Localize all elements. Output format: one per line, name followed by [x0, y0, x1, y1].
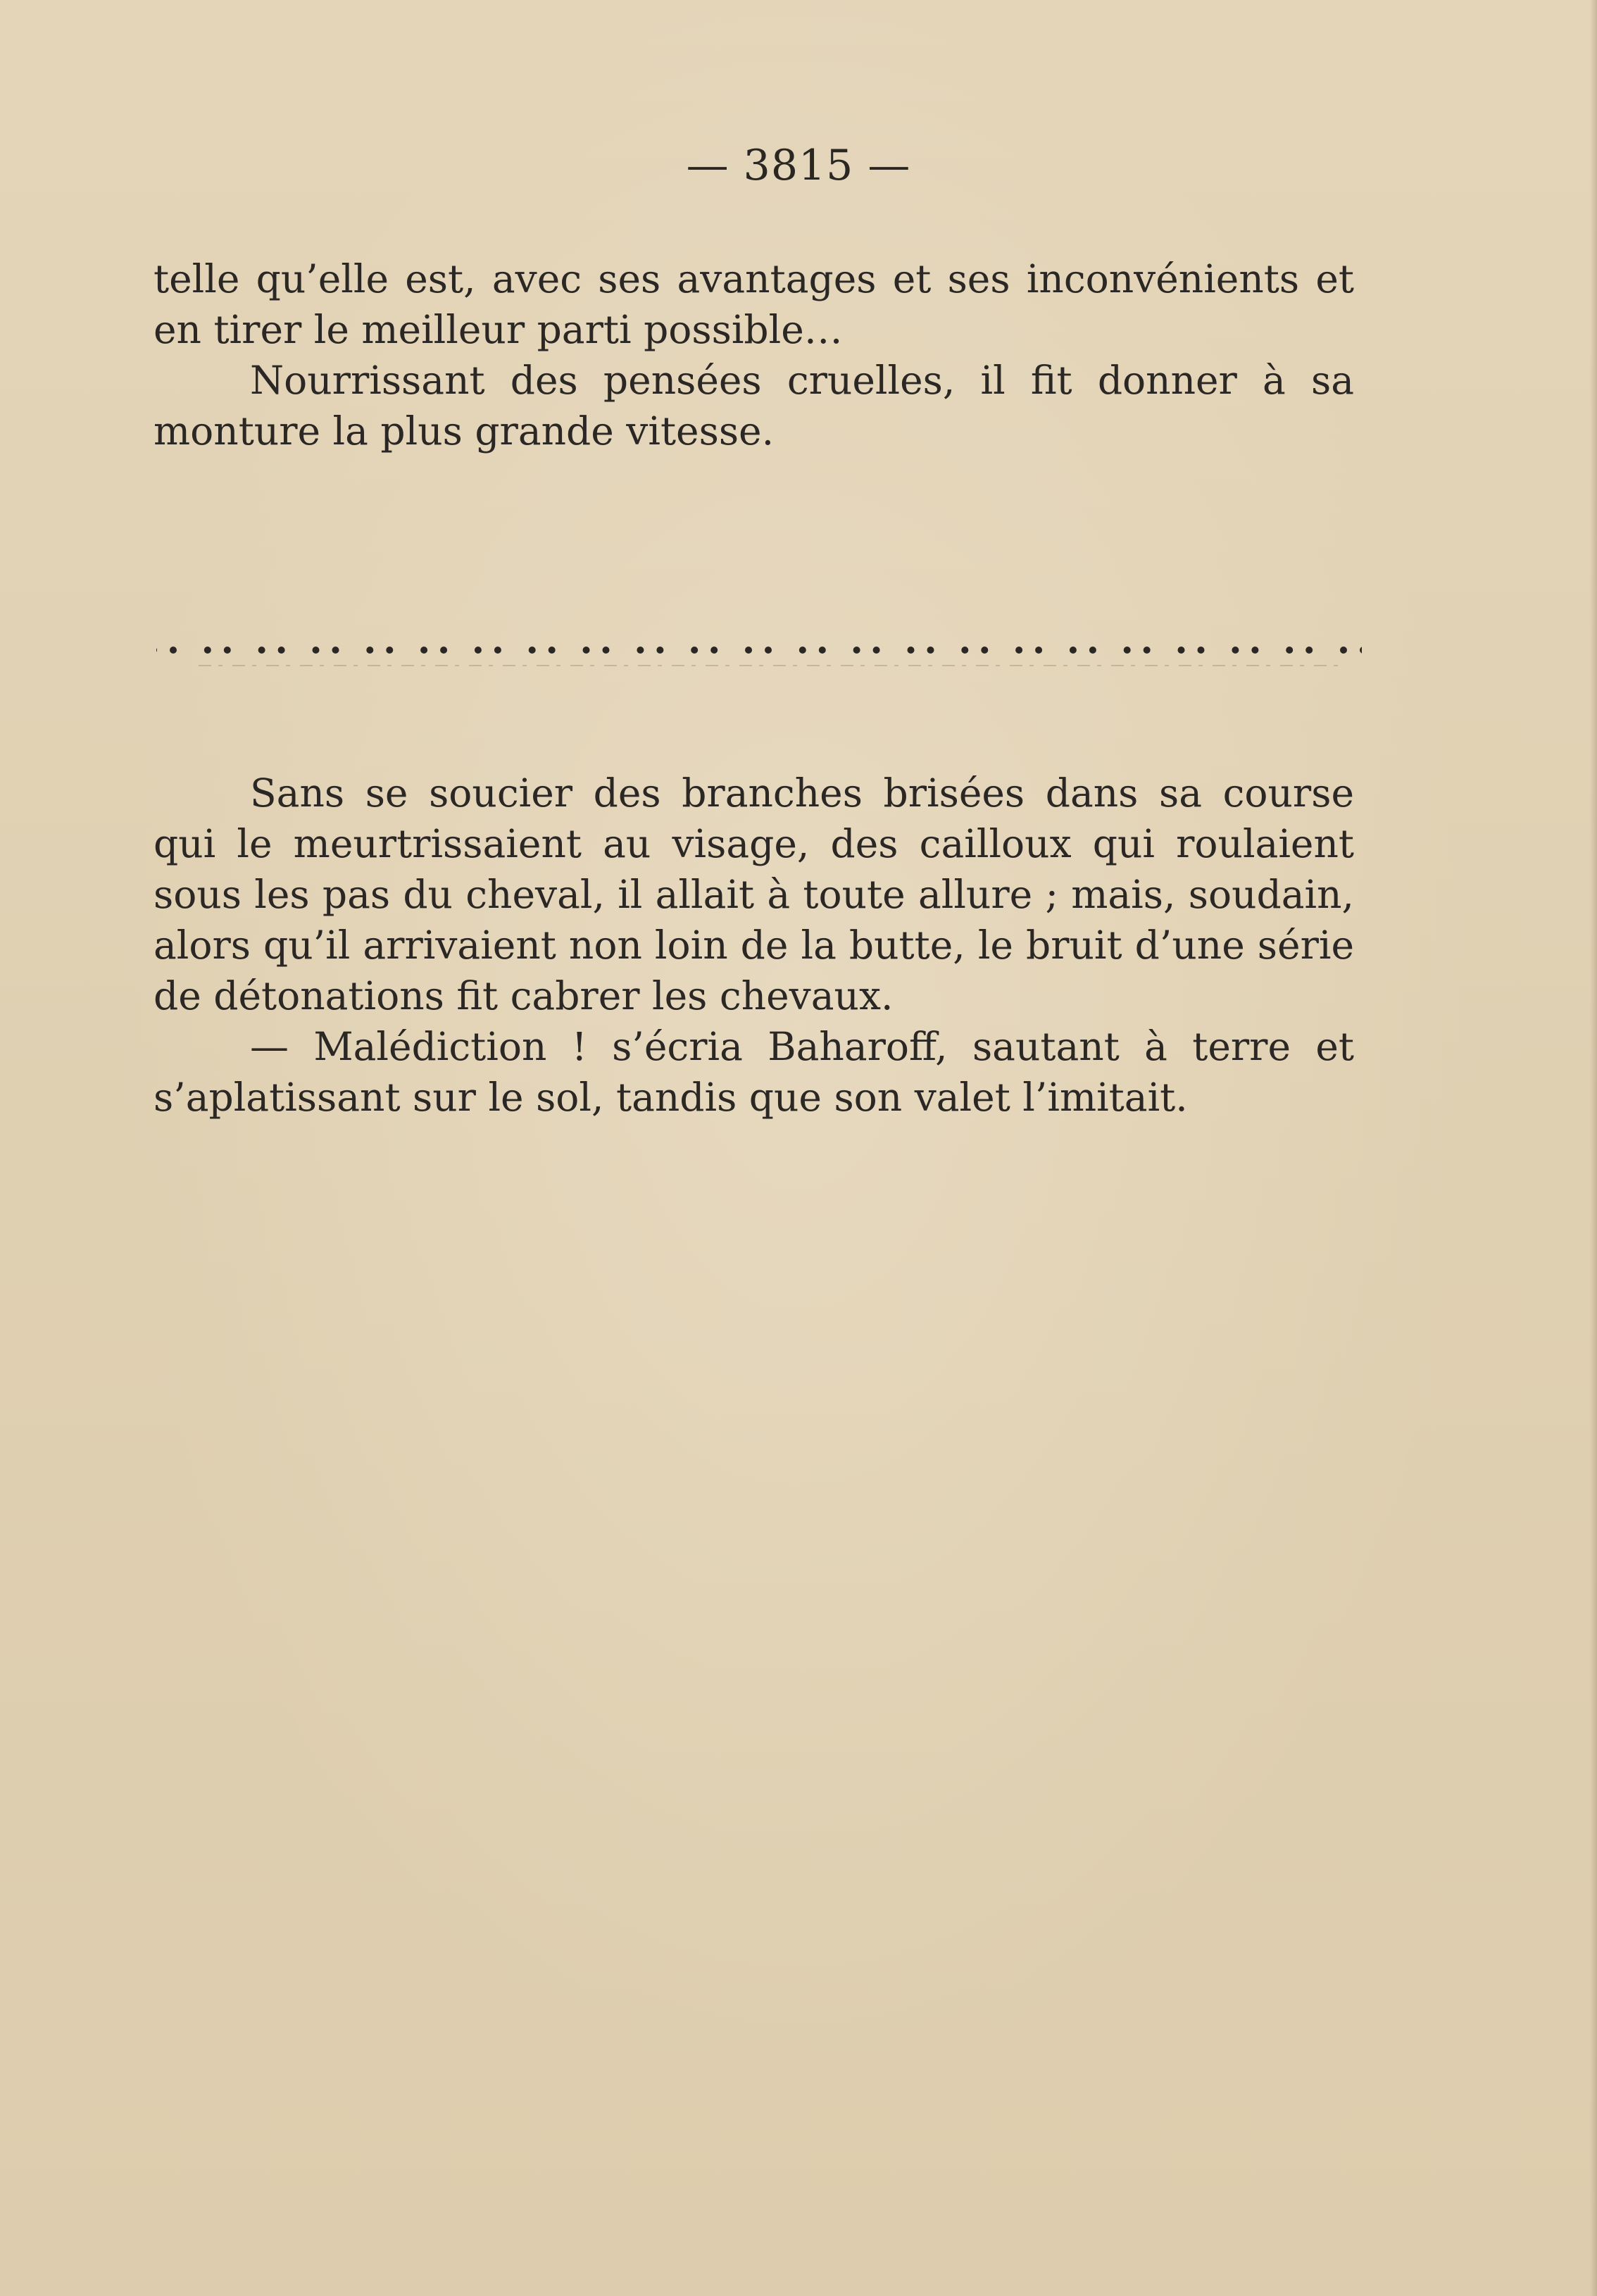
separator-dot: [224, 647, 231, 654]
separator-dot: [386, 647, 393, 654]
separator-dot: [156, 647, 157, 654]
separator-dot: [332, 647, 339, 654]
separator-dot: [494, 647, 501, 654]
separator-dot: [1198, 647, 1205, 654]
separator-dot: [873, 647, 880, 654]
separator-dot: [853, 647, 860, 654]
page-edge-shadow: [1590, 0, 1597, 2296]
text-block-top: [154, 254, 1354, 456]
separator-dot: [1015, 647, 1022, 654]
dotted-line-graphic: [156, 629, 1362, 671]
separator-dot: [981, 647, 988, 654]
separator-dot: [313, 647, 320, 654]
separator-dot: [799, 647, 806, 654]
separator-dot: [278, 647, 285, 654]
separator-dot: [440, 647, 447, 654]
separator-dot: [1232, 647, 1239, 654]
paragraph-malediction: — Malédiction ! s’écria Baharoff, sautant à terre et s’aplatissant sur le sol, tandis que son valet l’imitait.: [154, 1024, 1354, 1120]
separator-dot: [420, 647, 427, 654]
separator-dot: [1089, 647, 1096, 654]
page-number: — 3815 —: [686, 141, 911, 190]
separator-dot: [1360, 647, 1362, 654]
separator-dot: [1340, 647, 1347, 654]
separator-dot: [710, 647, 718, 654]
paragraph-pensees: Nourrissant des pensées cruelles, il fit donner à sa monture la plus grande vitesse.: [154, 358, 1354, 454]
separator-dot: [1070, 647, 1077, 654]
separator-dot: [529, 647, 536, 654]
separator-dot: [765, 647, 772, 654]
separator-dot: [745, 647, 752, 654]
paragraph-continuation: telle qu’elle est, avec ses avantages et ses inconvénients et en tirer le meilleur parti possible…: [154, 256, 1354, 352]
separator-dot: [1124, 647, 1131, 654]
dotted-section-separator: [156, 629, 1362, 671]
separator-dot: [549, 647, 556, 654]
separator-dot: [170, 647, 177, 654]
separator-dot: [961, 647, 968, 654]
paragraph-course: Sans se soucier des branches brisées dans sa course qui le meurtrissaient au visage, des cailloux qui roulaient sous les pas du cheval, il allait à toute allure ; mais, soudain, alors qu’il arrivaient non loin de la butte, le bruit d’une série de détonations fit cabrer les chevaux.: [154, 770, 1354, 1018]
separator-dot: [908, 647, 915, 654]
separator-dot: [258, 647, 265, 654]
separator-dot: [819, 647, 826, 654]
separator-dot: [1251, 647, 1258, 654]
separator-dot: [656, 647, 663, 654]
separator-dot: [1035, 647, 1042, 654]
separator-dot: [366, 647, 373, 654]
separator-dot: [927, 647, 934, 654]
separator-dot: [475, 647, 482, 654]
separator-dot: [1305, 647, 1313, 654]
separator-dot: [691, 647, 698, 654]
separator-dot: [1178, 647, 1185, 654]
separator-dot: [1144, 647, 1151, 654]
separator-dot: [603, 647, 610, 654]
separator-dot: [583, 647, 590, 654]
separator-dot: [1286, 647, 1293, 654]
separator-dot: [204, 647, 211, 654]
text-block-bottom: [154, 768, 1354, 1123]
separator-dot: [637, 647, 644, 654]
